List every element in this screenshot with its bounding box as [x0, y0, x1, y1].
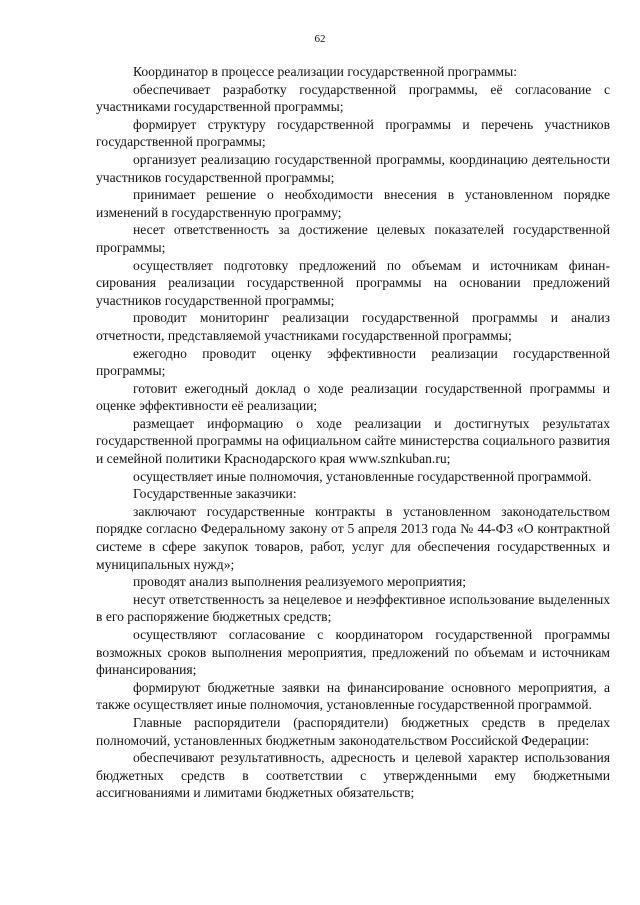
paragraph: осуществляют согласование с координатором государственной программы возможных сроков выполнения мероприятия, предложений по объемам и источникам финансирования;	[96, 627, 610, 678]
paragraph: обеспечивают результативность, адресность и целевой характер использования бюджетных средств в соответствии с утвержденными ему бюджетными ассигнованиями и лимитами бюджетных обязательств;	[96, 750, 610, 801]
paragraph: осуществляет иные полномочия, установленные государственной программой.	[133, 468, 592, 484]
paragraph: заключают государственные контракты в установленном законодательством порядке согласно Федеральному закону от 5 апреля 2013 года № 44-ФЗ «О контрактной системе в сфере закупок товаров, работ, услуг для обеспечения государственных и муниципальных нужд»;	[96, 503, 610, 572]
paragraph: Координатор в процессе реализации государственной программы:	[133, 64, 518, 79]
page-number: 62	[314, 33, 326, 45]
document-body	[96, 63, 610, 802]
paragraph: организует реализацию государственной программы, координацию деятельности участников государственной программы;	[96, 151, 610, 185]
paragraph: обеспечивает разработку государственной программы, её согласование с участниками государственной программы;	[96, 81, 610, 115]
paragraph: формирует структуру государственной программы и перечень участников государственной программы;	[96, 116, 610, 150]
paragraph: формируют бюджетные заявки на финансирование основного мероприятия, а также осуществляет иные полномочия, установленные государственной программой.	[96, 679, 610, 713]
paragraph: проводит мониторинг реализации государственной программы и анализ отчетности, представляемой участниками государственной программы;	[96, 310, 610, 343]
paragraph: Главные распорядители (распорядители) бюджетных средств в пределах полномочий, установленных бюджетным законодательством Российской Федерации:	[96, 714, 610, 748]
paragraph: несет ответственность за достижение целевых показателей государственной программы;	[96, 222, 610, 255]
paragraph: несут ответственность за нецелевое и неэффективное использование выделенных в его распоряжение бюджетных средств;	[96, 591, 610, 625]
paragraph: проводят анализ выполнения реализуемого мероприятия;	[133, 574, 466, 590]
paragraph: осуществляет подготовку предложений по объемам и источникам финансирования реализации государственной программы на основании предложений участников государственной программы;	[96, 257, 610, 308]
paragraph: размещает информацию о ходе реализации и достигнутых результатах государственной программы на официальном сайте министерства социального развития и семейной политики Краснодарского края www.sznkuban.ru;	[96, 415, 610, 467]
paragraph: принимает решение о необходимости внесения в установленном порядке изменений в государственную программу;	[96, 187, 610, 220]
paragraph: готовит ежегодный доклад о ходе реализации государственной программы и оценке эффективности её реализации;	[96, 380, 610, 414]
paragraph: ежегодно проводит оценку эффективности реализации государственной программы;	[96, 345, 610, 379]
paragraph: Государственные заказчики:	[133, 486, 297, 502]
